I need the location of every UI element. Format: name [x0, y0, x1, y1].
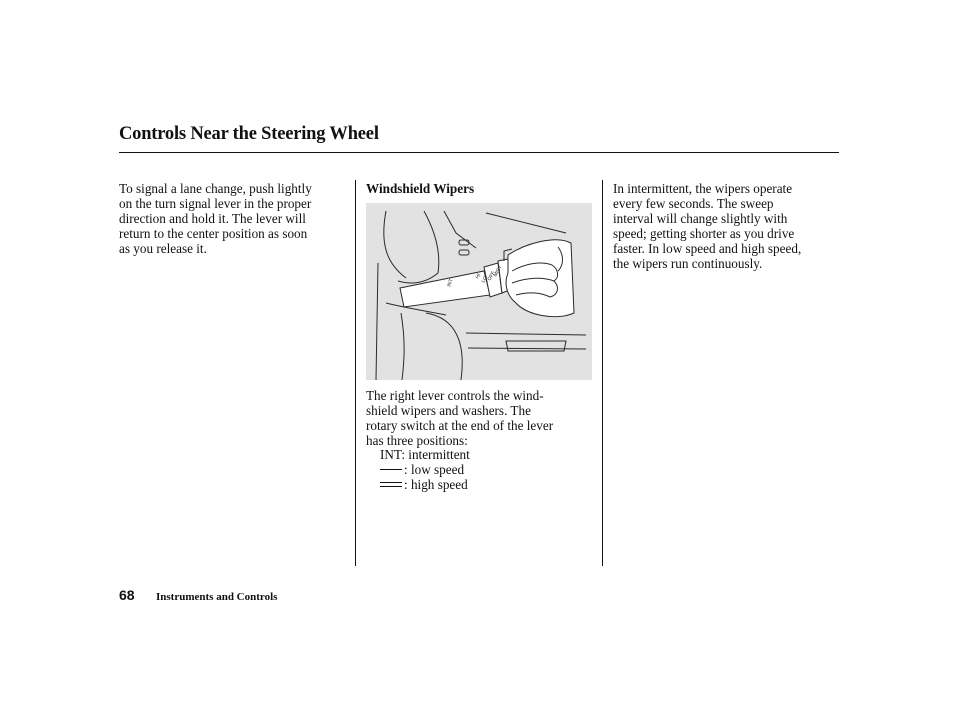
column-divider-left [355, 180, 356, 566]
illustration-label-mist: MIST [492, 264, 504, 278]
page-title: Controls Near the Steering Wheel [119, 124, 379, 144]
illustration-label-hi: HI [474, 272, 483, 280]
position-int [380, 447, 470, 462]
position-high-label: : high speed [404, 477, 468, 492]
double-line-icon [380, 477, 402, 492]
intermittent-paragraph: In intermittent, the wipers operate every few seconds. The sweep interval will change slightly with speed; getting shorter as you drive faster. In low speed and high speed, the wipers run continuously. [613, 181, 802, 271]
page-number: 68 [119, 587, 135, 603]
illustration-label-off: OFF [486, 270, 497, 282]
wiper-position-list [380, 447, 470, 492]
position-high [380, 477, 470, 492]
wiper-lever-paragraph: The right lever controls the wind- shield wipers and washers. The rotary switch at the end of the lever has three positions: [366, 388, 554, 448]
illustration-label-lo: LO [480, 275, 490, 284]
position-int-label: INT: intermittent [380, 447, 470, 462]
position-low-label: : low speed [404, 462, 465, 477]
position-low [380, 462, 470, 477]
illustration-label-int: INT [446, 278, 455, 288]
section-footer: Instruments and Controls [156, 591, 278, 603]
windshield-wipers-heading: Windshield Wipers [366, 181, 475, 196]
title-rule [119, 152, 839, 153]
wiper-lever-illustration [366, 203, 592, 380]
column-divider-right [602, 180, 603, 566]
single-line-icon [380, 462, 402, 477]
turn-signal-paragraph: To signal a lane change, push lightly on the turn signal lever in the proper direction and hold it. The lever will return to the center position as soon as you release it. [119, 181, 312, 256]
